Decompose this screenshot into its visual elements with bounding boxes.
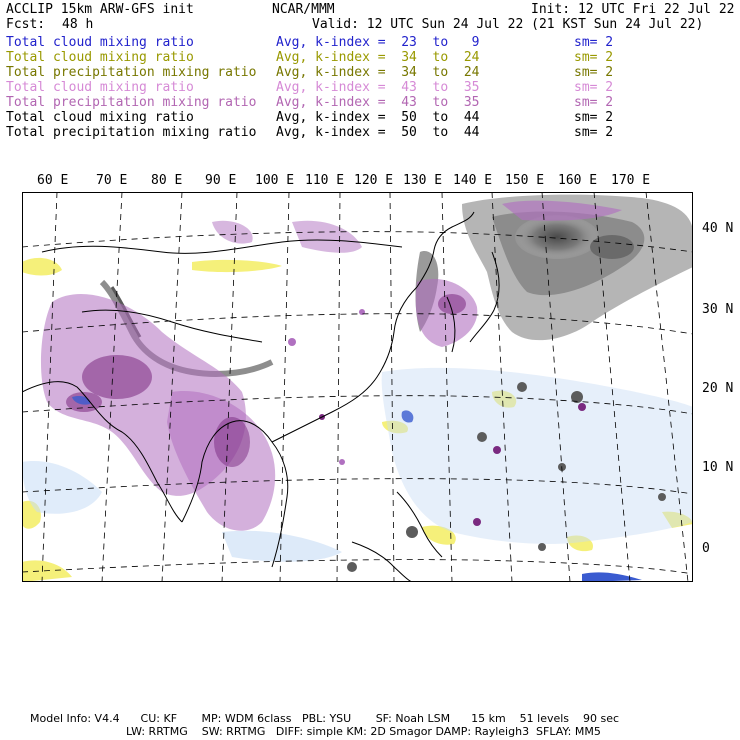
lat-label: 10 N: [702, 460, 734, 475]
layer-avg: Avg, k-index = 34 to 24: [276, 65, 480, 80]
layer-row: [6, 125, 734, 140]
layer-smoothing: sm= 2: [574, 35, 614, 50]
layer-row: [6, 35, 734, 50]
layer-row: [6, 65, 734, 80]
lon-label: 160 E: [558, 173, 598, 188]
model-info-line2: LW: RRTMG SW: RRTMG DIFF: simple KM: 2D Smagor DAMP: Rayleigh3 SFLAY: MM5: [126, 725, 601, 738]
layer-variable: Total precipitation mixing ratio: [6, 125, 257, 140]
layer-avg: Avg, k-index = 50 to 44: [276, 125, 480, 140]
lon-label: 140 E: [453, 173, 493, 188]
lon-label: 150 E: [505, 173, 545, 188]
layer-smoothing: sm= 2: [574, 110, 614, 125]
layer-variable: Total cloud mixing ratio: [6, 110, 194, 125]
model-info-line1: Model Info: V4.4 CU: KF MP: WDM 6class PBL: YSU SF: Noah LSM 15 km 51 levels 90 sec: [30, 712, 620, 725]
init-time: Init: 12 UTC Fri 22 Jul 22: [531, 2, 735, 17]
layer-variable: Total cloud mixing ratio: [6, 80, 194, 95]
valid-time: Valid: 12 UTC Sun 24 Jul 22 (21 KST Sun 24 Jul 22): [312, 17, 704, 32]
layer-smoothing: sm= 2: [574, 125, 614, 140]
layer-row: [6, 95, 734, 110]
layer-smoothing: sm= 2: [574, 80, 614, 95]
layer-variable: Total cloud mixing ratio: [6, 50, 194, 65]
layer-variable: Total cloud mixing ratio: [6, 35, 194, 50]
lon-label: 170 E: [611, 173, 651, 188]
lon-label: 70 E: [96, 173, 128, 188]
lat-label: 30 N: [702, 302, 734, 317]
layer-variable: Total precipitation mixing ratio: [6, 95, 257, 110]
forecast-hour: 48 h: [62, 17, 94, 32]
forecast-map: [22, 192, 693, 582]
layer-row: [6, 110, 734, 125]
lat-label: 40 N: [702, 221, 734, 236]
model-title: ACCLIP 15km ARW-GFS init: [6, 2, 194, 17]
layer-row: [6, 80, 734, 95]
lat-label: 0: [702, 541, 710, 556]
lon-label: 80 E: [151, 173, 183, 188]
layer-smoothing: sm= 2: [574, 50, 614, 65]
lon-label: 100 E: [255, 173, 295, 188]
lon-label: 120 E: [354, 173, 394, 188]
lat-label: 20 N: [702, 381, 734, 396]
layer-avg: Avg, k-index = 43 to 35: [276, 80, 480, 95]
lon-label: 130 E: [403, 173, 443, 188]
forecast-label: Fcst:: [6, 17, 46, 32]
lon-label: 90 E: [205, 173, 237, 188]
layer-variable: Total precipitation mixing ratio: [6, 65, 257, 80]
lon-label: 110 E: [305, 173, 345, 188]
layer-avg: Avg, k-index = 34 to 24: [276, 50, 480, 65]
layer-smoothing: sm= 2: [574, 65, 614, 80]
organization: NCAR/MMM: [272, 2, 335, 17]
layer-avg: Avg, k-index = 43 to 35: [276, 95, 480, 110]
layer-smoothing: sm= 2: [574, 95, 614, 110]
lon-label: 60 E: [37, 173, 69, 188]
layer-avg: Avg, k-index = 23 to 9: [276, 35, 480, 50]
layer-row: [6, 50, 734, 65]
layer-avg: Avg, k-index = 50 to 44: [276, 110, 480, 125]
